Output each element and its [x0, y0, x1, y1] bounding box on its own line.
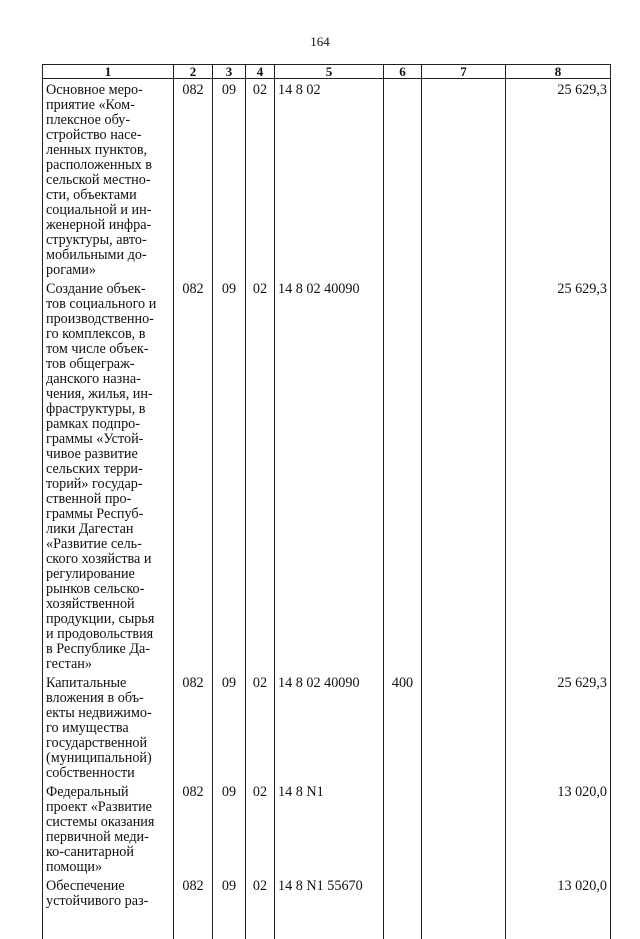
header-col-6: 6 — [384, 65, 422, 79]
ministry-code: 082 — [174, 672, 213, 781]
ministry-code: 082 — [174, 79, 213, 279]
target-article-code: 14 8 N1 55670 — [275, 875, 384, 939]
column-7-value — [422, 278, 506, 672]
table-row — [43, 278, 611, 672]
subsection-code: 02 — [246, 278, 275, 672]
column-7-value — [422, 781, 506, 875]
table-row — [43, 781, 611, 875]
budget-table — [42, 64, 611, 939]
expense-type-code — [384, 278, 422, 672]
expense-type-code — [384, 875, 422, 939]
target-article-code: 14 8 02 40090 — [275, 278, 384, 672]
item-name: Федеральный проект «Развитие системы оказания первичной меди- ко-санитарной помощи» — [43, 781, 174, 875]
subsection-code: 02 — [246, 781, 275, 875]
header-col-1: 1 — [43, 65, 174, 79]
amount: 25 629,3 — [506, 672, 611, 781]
amount: 25 629,3 — [506, 278, 611, 672]
section-code: 09 — [213, 79, 246, 279]
section-code: 09 — [213, 672, 246, 781]
header-col-2: 2 — [174, 65, 213, 79]
target-article-code: 14 8 02 40090 — [275, 672, 384, 781]
subsection-code: 02 — [246, 875, 275, 939]
table-row — [43, 79, 611, 279]
ministry-code: 082 — [174, 781, 213, 875]
header-row — [43, 65, 611, 79]
table-row — [43, 672, 611, 781]
expense-type-code — [384, 781, 422, 875]
column-7-value — [422, 79, 506, 279]
header-col-4: 4 — [246, 65, 275, 79]
subsection-code: 02 — [246, 672, 275, 781]
header-col-8: 8 — [506, 65, 611, 79]
ministry-code: 082 — [174, 875, 213, 939]
ministry-code: 082 — [174, 278, 213, 672]
subsection-code: 02 — [246, 79, 275, 279]
target-article-code: 14 8 02 — [275, 79, 384, 279]
section-code: 09 — [213, 278, 246, 672]
column-7-value — [422, 875, 506, 939]
section-code: 09 — [213, 875, 246, 939]
page-number: 164 — [310, 34, 330, 49]
target-article-code: 14 8 N1 — [275, 781, 384, 875]
item-name: Обеспечение устойчивого раз- — [43, 875, 174, 939]
amount: 25 629,3 — [506, 79, 611, 279]
header-col-3: 3 — [213, 65, 246, 79]
column-7-value — [422, 672, 506, 781]
amount: 13 020,0 — [506, 781, 611, 875]
item-name: Создание объек- тов социального и производственно- го комплексов, в том числе объек- тов общеграж- данского назна- чения, жилья, ин- фраструктуры, в рамках подпро- граммы «Устой- чивое развитие сельских терри- торий» государ- ственной про- граммы Респуб- лики Дагестан «Развитие сель- ского хозяйства и регулирование рынков сельско- хозяйственной продукции, сырья и продовольствия в Республике Да- гестан» — [43, 278, 174, 672]
item-name: Капитальные вложения в объ- екты недвижимо- го имущества государственной (муниципальной) собственности — [43, 672, 174, 781]
table-row — [43, 875, 611, 939]
amount: 13 020,0 — [506, 875, 611, 939]
item-name: Основное меро- приятие «Ком- плексное обу- стройство насе- ленных пунктов, расположенных в сельской местно- сти, объектами социальной и ин- женерной инфра- структуры, авто- мобильными до- рогами» — [43, 79, 174, 279]
header-col-7: 7 — [422, 65, 506, 79]
section-code: 09 — [213, 781, 246, 875]
expense-type-code: 400 — [384, 672, 422, 781]
expense-type-code — [384, 79, 422, 279]
header-col-5: 5 — [275, 65, 384, 79]
